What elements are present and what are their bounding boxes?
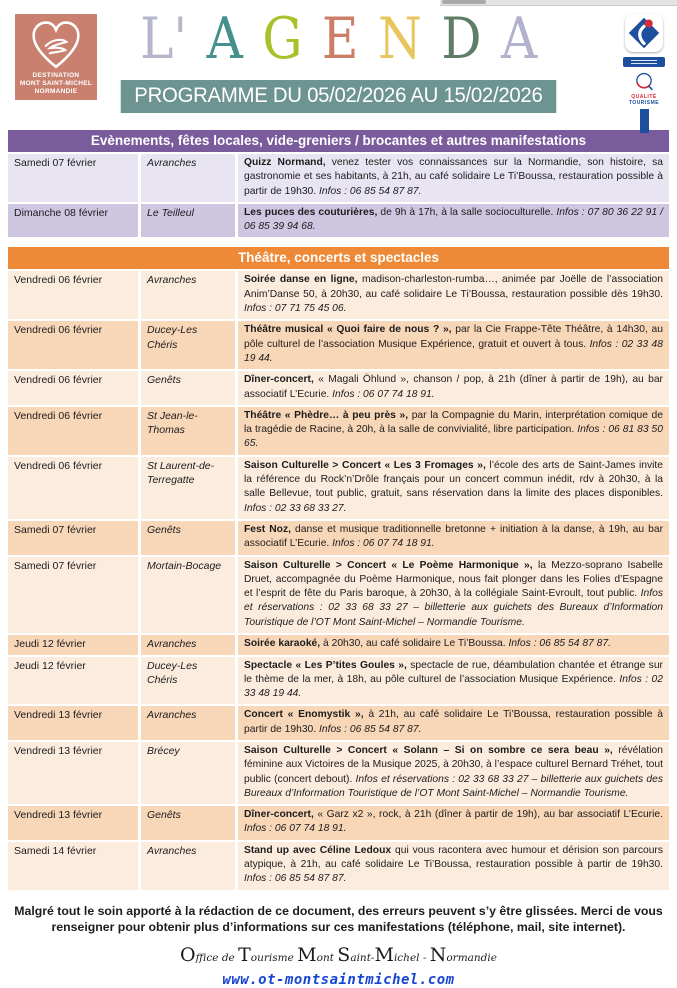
title-letter: L' xyxy=(139,6,188,72)
event-details: à 20h30, au café solidaire Le Ti’Boussa. xyxy=(320,638,509,650)
event-date: Jeudi 12 février xyxy=(8,657,138,705)
event-infos: Infos : 06 85 54 87 87. xyxy=(508,638,611,650)
event-row xyxy=(8,742,669,804)
title-block xyxy=(0,0,677,113)
event-place: Ducey-Les Chéris xyxy=(141,321,235,369)
event-details: venez tester vos connaissances sur la Normandie, son histoire, sa gastronomie et ses habitants, à 21h, au café solidaire Le Ti’Boussa, restauration possible à partir de 19h30. xyxy=(244,157,663,197)
event-infos: Infos : 06 07 74 18 91. xyxy=(332,388,435,400)
event-details: madison-charleston-rumba…, animée par Joëlle de l’association Anim’Danse 50, à 20h30, au café solidaire Le Ti’Boussa, restauration possible dès 19h30. xyxy=(244,274,663,300)
event-row xyxy=(8,271,669,319)
events-table xyxy=(8,271,669,889)
event-details: l’école des arts de Saint-James invite la référence du Rock’n’Drôle français pour un concert commun inédit, rdv à 20h30, à la salle Bellevue, tout public, gratuit, sans réservation dans la limite des places disponibles. xyxy=(244,459,663,500)
event-infos: Infos : 02 33 48 19 44. xyxy=(244,338,663,364)
event-details: la Mezzo-soprano Isabelle Druet, accompagnée du Poème Harmonique, nous fait plonger dans les Folies d’Espagne et l’esprit de fête du Paris baroque, à 20h30, à la collégiale Saint-Evroult, tout public. xyxy=(244,559,663,600)
event-row xyxy=(8,706,669,740)
event-description xyxy=(238,521,669,555)
tourisme-label: TOURISME xyxy=(628,100,660,106)
event-details: qui vous racontera avec humour et dérision son parcours atypique, à 21h, au café solidaire Le Ti’Boussa, restauration possible à partir de 19h30. xyxy=(244,844,663,871)
event-name: Théâtre musical « Quoi faire de nous ? », xyxy=(244,324,452,336)
event-details: spectacle de rue, déambulation chantée et étrange sur le thème de la mer, à 18h, au pôle culturel de l’association Musique Expérience. xyxy=(244,659,663,685)
event-description xyxy=(238,154,669,202)
event-details: de 9h à 17h, à la salle socioculturelle. xyxy=(377,206,557,218)
event-date: Vendredi 13 février xyxy=(8,806,138,840)
event-name: Saison Culturelle > Concert « Le Poème Harmonique », xyxy=(244,559,533,571)
event-details: par la Cie Frappe-Tête Théâtre, à 14h30, au pôle culturel de l’association Musique Expérience, gratuit et ouvert à tous. xyxy=(244,324,663,350)
section-evenements-title: Evènements, fêtes locales, vide-greniers / brocantes et autres manifestations xyxy=(8,130,669,152)
event-details: à 21h, au café solidaire Le Ti’Boussa, restauration possible à partir de 19h30. xyxy=(244,709,663,735)
section-evenements xyxy=(8,130,669,237)
office-tourisme-name: Office de Tourisme Mont Saint-Michel - Normandie xyxy=(180,943,497,966)
event-row xyxy=(8,371,669,405)
event-name: Dîner-concert, xyxy=(244,374,314,386)
event-row xyxy=(8,521,669,555)
event-row xyxy=(8,321,669,369)
event-infos: Infos : 06 07 74 18 91. xyxy=(244,823,347,835)
event-name: Quizz Normand, xyxy=(244,157,326,168)
event-infos: Infos : 07 80 36 22 91 / 06 85 39 94 68. xyxy=(244,206,663,233)
certification-logos xyxy=(621,14,667,133)
event-date: Vendredi 13 février xyxy=(8,742,138,804)
event-infos: Infos : 06 81 83 50 65. xyxy=(244,424,663,450)
event-description xyxy=(238,557,669,633)
blue-bar-decoration xyxy=(640,109,649,133)
section-theatre-title: Théâtre, concerts et spectacles xyxy=(8,247,669,269)
event-place: Avranches xyxy=(141,842,235,890)
logo-line: DESTINATION xyxy=(32,72,80,79)
event-description xyxy=(238,204,669,238)
event-place: Avranches xyxy=(141,706,235,740)
event-description xyxy=(238,371,669,405)
event-date: Vendredi 13 février xyxy=(8,706,138,740)
event-place: Genêts xyxy=(141,806,235,840)
event-date: Vendredi 06 février xyxy=(8,457,138,519)
section-theatre-concerts xyxy=(8,247,669,889)
event-place: Avranches xyxy=(141,635,235,655)
event-date: Jeudi 12 février xyxy=(8,635,138,655)
website-link[interactable]: www.ot-montsaintmichel.com xyxy=(222,971,455,988)
event-date: Vendredi 06 février xyxy=(8,321,138,369)
event-infos: Infos : 06 85 54 87 87. xyxy=(319,723,422,735)
event-description xyxy=(238,742,669,804)
event-row xyxy=(8,204,669,238)
page-title xyxy=(138,4,539,74)
event-date: Vendredi 06 février xyxy=(8,371,138,405)
event-name: Spectacle « Les P’tites Goules », xyxy=(244,659,407,671)
event-place: Le Teilleul xyxy=(141,204,235,238)
event-date: Samedi 07 février xyxy=(8,557,138,633)
logo-line: MONT SAINT-MICHEL xyxy=(19,80,93,87)
event-infos: Infos : 02 33 48 19 44. xyxy=(244,673,663,700)
event-description xyxy=(238,321,669,369)
event-name: Saison Culturelle > Concert « Les 3 Fromages », xyxy=(244,459,486,471)
event-infos: Infos : 06 07 74 18 91. xyxy=(332,538,435,550)
title-letter: A xyxy=(206,6,243,72)
event-infos: Infos : 02 33 68 33 27. xyxy=(244,502,347,514)
engagement-banner xyxy=(623,57,665,67)
document-header xyxy=(0,0,677,130)
event-row xyxy=(8,842,669,890)
document-footer xyxy=(0,903,677,988)
event-name: Concert « Enomystik », xyxy=(244,709,364,721)
event-name: Dîner-concert, xyxy=(244,809,314,821)
event-date: Vendredi 06 février xyxy=(8,271,138,319)
event-infos: Infos et réservations : 02 33 68 33 27 – billetterie aux guichets des Bureaux d’Information Touristique de l’OT Mont Saint-Michel – Normandie Tourisme. xyxy=(244,588,663,628)
event-date: Samedi 14 février xyxy=(8,842,138,890)
title-letter: D xyxy=(441,6,482,72)
event-row xyxy=(8,557,669,633)
event-date: Dimanche 08 février xyxy=(8,204,138,238)
event-name: Soirée danse en ligne, xyxy=(244,274,358,286)
event-name: Fest Noz, xyxy=(244,523,291,535)
programme-banner: PROGRAMME DU 05/02/2026 AU 15/02/2026 xyxy=(121,80,556,113)
event-description xyxy=(238,635,669,655)
event-name: Les puces des couturières, xyxy=(244,206,378,218)
tourist-information-icon xyxy=(625,14,663,52)
event-infos: Infos : 07 71 75 45 06. xyxy=(244,303,347,315)
event-place: Ducey-Les Chéris xyxy=(141,657,235,705)
event-date: Samedi 07 février xyxy=(8,154,138,202)
event-place: Genêts xyxy=(141,371,235,405)
event-row xyxy=(8,457,669,519)
qualite-label: QUALITÉ xyxy=(631,94,657,100)
event-description xyxy=(238,407,669,455)
events-table xyxy=(8,154,669,237)
event-details: révélation féminine aux Victoires de la Musique 2025, à 20h30, à l’espace culturel Bernard Tréhet, tout public (concert debout). xyxy=(244,745,663,785)
event-place: St Jean-le-Thomas xyxy=(141,407,235,455)
qualite-tourisme-icon xyxy=(629,70,659,106)
event-row xyxy=(8,407,669,455)
event-description xyxy=(238,842,669,890)
event-infos: Infos : 06 85 54 87 87. xyxy=(244,873,347,885)
disclaimer-text: Malgré tout le soin apporté à la rédaction de ce document, des erreurs peuvent s’y être glissées. Merci de vous renseigner pour obtenir plus d’informations sur ces manifestations (téléphone, mail, site internet). xyxy=(14,903,663,934)
event-description xyxy=(238,806,669,840)
event-description xyxy=(238,457,669,519)
event-details: « Magali Öhlund », chanson / pop, à 21h (dîner à partir de 19h), au bar associatif L’Ecurie. xyxy=(244,374,663,400)
title-letter: N xyxy=(377,6,422,72)
event-description xyxy=(238,271,669,319)
event-place: Genêts xyxy=(141,521,235,555)
event-place: Brécey xyxy=(141,742,235,804)
event-name: Stand up avec Céline Ledoux xyxy=(244,844,392,856)
event-row xyxy=(8,657,669,705)
event-place: St Laurent-de-Terregatte xyxy=(141,457,235,519)
event-date: Vendredi 06 février xyxy=(8,407,138,455)
event-place: Avranches xyxy=(141,154,235,202)
event-date: Samedi 07 février xyxy=(8,521,138,555)
title-letter: E xyxy=(321,6,359,72)
event-place: Avranches xyxy=(141,271,235,319)
event-name: Saison Culturelle > Concert « Solann – Si on sombre ce sera beau », xyxy=(244,745,613,756)
logo-line: NORMANDIE xyxy=(34,88,78,95)
event-infos: Infos et réservations : 02 33 68 33 27 – billetterie aux guichets des Bureaux d’Information Touristique de l’OT Mont Saint-Michel – Normandie Tourisme. xyxy=(244,773,663,799)
event-description xyxy=(238,706,669,740)
event-details: danse et musique traditionnelle bretonne + initiation à la danse, à 19h, au bar associatif L’Ecurie. xyxy=(244,523,664,550)
event-name: Soirée karaoké, xyxy=(244,638,321,650)
event-details: « Garz x2 », rock, à 21h (dîner à partir de 19h), au bar associatif L’Ecurie. xyxy=(313,809,663,821)
event-row xyxy=(8,154,669,202)
event-infos: Infos : 06 85 54 87 87. xyxy=(319,185,422,197)
event-row xyxy=(8,806,669,840)
event-details: par la Compagnie du Marin, interprétation comique de la tragédie de Racine, à 20h, à la salle de convivialité, libre participation. xyxy=(244,409,664,436)
event-row xyxy=(8,635,669,655)
title-letter: G xyxy=(262,6,303,72)
event-name: Théâtre « Phèdre… à peu près », xyxy=(244,409,409,421)
title-letter: A xyxy=(500,6,538,72)
event-description xyxy=(238,657,669,705)
event-place: Mortain-Bocage xyxy=(141,557,235,633)
